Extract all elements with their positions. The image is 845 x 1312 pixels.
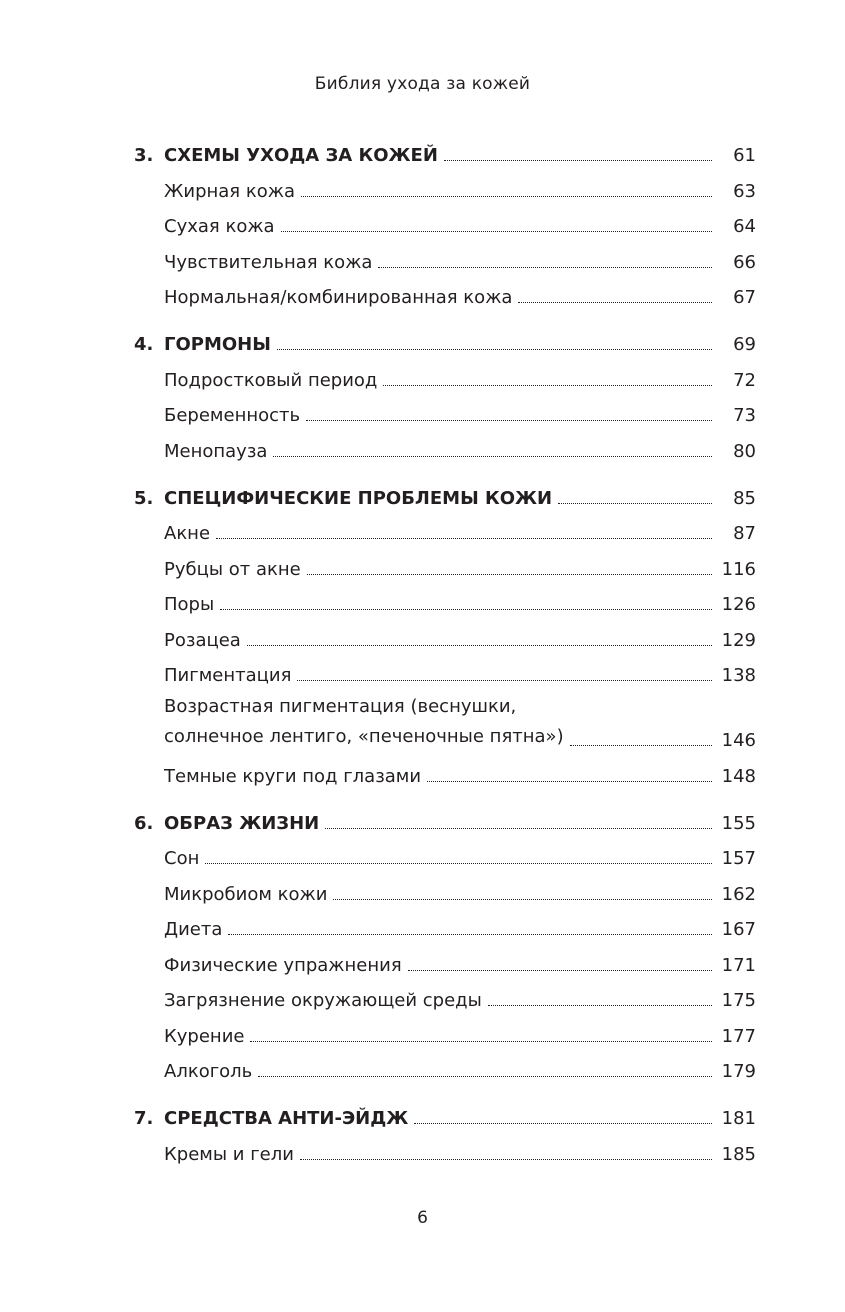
chapter-number: 3. (134, 145, 154, 166)
page-ref: 167 (721, 919, 756, 940)
toc-item-title: Микробиом кожи (164, 883, 328, 905)
page-ref: 138 (721, 665, 756, 686)
chapter-title: ГОРМОНЫ (164, 334, 271, 355)
page-ref: 126 (721, 594, 756, 615)
toc-chapter-6 (134, 801, 756, 1087)
page-ref: 61 (733, 145, 756, 166)
toc-item-title: Беременность (164, 405, 301, 426)
toc-item-title-line-1: Возрастная пигментация (веснушки, (164, 696, 517, 717)
dot-leader (408, 970, 712, 971)
toc-chapter-heading[interactable] (134, 133, 756, 170)
dot-leader (228, 934, 712, 935)
page-ref: 155 (721, 812, 756, 834)
dot-leader (427, 781, 712, 782)
toc-item-title: Жирная кожа (164, 180, 295, 202)
toc-item[interactable] (134, 909, 756, 945)
dot-leader (307, 574, 712, 575)
dot-leader (378, 267, 712, 268)
dot-leader (281, 231, 712, 232)
toc-item[interactable] (134, 584, 756, 620)
toc-chapter-3 (134, 133, 756, 312)
toc-item[interactable] (134, 241, 756, 277)
toc-item[interactable] (134, 655, 756, 691)
chapter-title: СРЕДСТВА АНТИ-ЭЙДЖ (164, 1108, 409, 1129)
page-ref: 87 (733, 523, 756, 544)
page-ref: 129 (721, 629, 756, 651)
page-ref: 185 (721, 1143, 756, 1165)
page-ref: 116 (721, 558, 756, 580)
page-ref: 63 (733, 180, 756, 202)
toc-item-title: Физические упражнения (164, 954, 402, 976)
toc-item[interactable] (134, 206, 756, 242)
chapter-title: ОБРАЗ ЖИЗНИ (164, 812, 320, 834)
toc-item-title: Курение (164, 1025, 245, 1047)
toc-chapter-heading[interactable] (134, 476, 756, 513)
page-ref: 179 (721, 1061, 756, 1082)
toc-item[interactable] (134, 1015, 756, 1051)
toc-item-title: Сухая кожа (164, 216, 275, 237)
toc-item[interactable] (134, 944, 756, 980)
dot-leader (306, 420, 712, 421)
page-ref: 171 (721, 954, 756, 976)
chapter-number: 7. (134, 1108, 154, 1129)
dot-leader (273, 456, 712, 457)
page-ref: 146 (721, 730, 756, 751)
toc-item[interactable] (134, 430, 756, 466)
toc-item[interactable] (134, 619, 756, 655)
toc-item-title (164, 692, 570, 752)
toc-item-title-line-2: солнечное лентиго, «печеночные пятна») (164, 726, 564, 747)
toc-item-title: Сон (164, 848, 200, 869)
dot-leader (301, 196, 712, 197)
toc-chapter-heading[interactable] (134, 801, 756, 838)
toc-chapter-heading[interactable] (134, 1096, 756, 1133)
toc-item-title: Пигментация (164, 665, 292, 686)
toc-item-title: Поры (164, 594, 215, 615)
dot-leader (300, 1159, 712, 1160)
toc-item-title: Диета (164, 919, 223, 940)
dot-leader (205, 863, 712, 864)
dot-leader (570, 745, 712, 746)
chapter-number: 6. (134, 812, 154, 834)
page-ref: 148 (721, 765, 756, 787)
toc-item[interactable] (134, 1051, 756, 1087)
toc-item-title: Загрязнение окружающей среды (164, 990, 482, 1011)
dot-leader (258, 1076, 712, 1077)
table-of-contents (134, 133, 756, 1179)
toc-chapter-4 (134, 322, 756, 466)
toc-item-title: Кремы и гели (164, 1143, 294, 1165)
dot-leader (250, 1041, 712, 1042)
toc-chapter-7 (134, 1096, 756, 1169)
dot-leader (216, 538, 712, 539)
toc-item[interactable] (134, 980, 756, 1016)
page-ref: 85 (733, 487, 756, 509)
dot-leader (220, 609, 712, 610)
toc-item[interactable] (134, 548, 756, 584)
toc-item-multiline[interactable] (134, 690, 756, 755)
toc-item-title: Чувствительная кожа (164, 251, 373, 273)
page-ref: 175 (721, 990, 756, 1011)
running-head: Библия ухода за кожей (314, 74, 531, 94)
dot-leader (383, 385, 712, 386)
page-ref: 72 (733, 369, 756, 391)
toc-item[interactable] (134, 513, 756, 549)
page-number: 6 (417, 1208, 428, 1228)
page-ref: 177 (721, 1025, 756, 1047)
toc-chapter-heading[interactable] (134, 322, 756, 359)
page-ref: 64 (733, 216, 756, 237)
toc-item-title: Рубцы от акне (164, 558, 301, 580)
toc-item[interactable] (134, 838, 756, 874)
toc-item[interactable] (134, 359, 756, 395)
chapter-title: СПЕЦИФИЧЕСКИЕ ПРОБЛЕМЫ КОЖИ (164, 487, 553, 509)
toc-item-title: Алкоголь (164, 1061, 253, 1082)
toc-item[interactable] (134, 170, 756, 206)
page-ref: 181 (721, 1108, 756, 1129)
dot-leader (277, 349, 712, 350)
dot-leader (247, 645, 712, 646)
toc-item-title: Акне (164, 523, 211, 544)
chapter-number: 4. (134, 334, 154, 355)
chapter-title: СХЕМЫ УХОДА ЗА КОЖЕЙ (164, 145, 438, 166)
dot-leader (414, 1123, 712, 1124)
page-ref: 69 (733, 334, 756, 355)
dot-leader (297, 680, 712, 681)
page-ref: 67 (733, 287, 756, 308)
dot-leader (444, 160, 712, 161)
chapter-number: 5. (134, 487, 154, 509)
dot-leader (488, 1005, 712, 1006)
page-ref: 66 (733, 251, 756, 273)
toc-item-title: Подростковый период (164, 369, 378, 391)
page-ref: 162 (721, 883, 756, 905)
dot-leader (518, 302, 712, 303)
toc-item[interactable] (134, 1133, 756, 1169)
toc-item[interactable] (134, 873, 756, 909)
dot-leader (558, 503, 712, 504)
toc-item[interactable] (134, 277, 756, 313)
page-ref: 73 (733, 405, 756, 426)
toc-item[interactable] (134, 755, 756, 791)
dot-leader (325, 828, 712, 829)
toc-item-title: Розацеа (164, 629, 241, 651)
toc-item-title: Менопауза (164, 440, 268, 462)
toc-item[interactable] (134, 395, 756, 431)
toc-item-title: Темные круги под глазами (164, 765, 422, 787)
toc-item-title: Нормальная/комбинированная кожа (164, 287, 513, 308)
page-ref: 157 (721, 848, 756, 869)
page-ref: 80 (733, 440, 756, 462)
dot-leader (333, 899, 712, 900)
toc-chapter-5 (134, 476, 756, 791)
